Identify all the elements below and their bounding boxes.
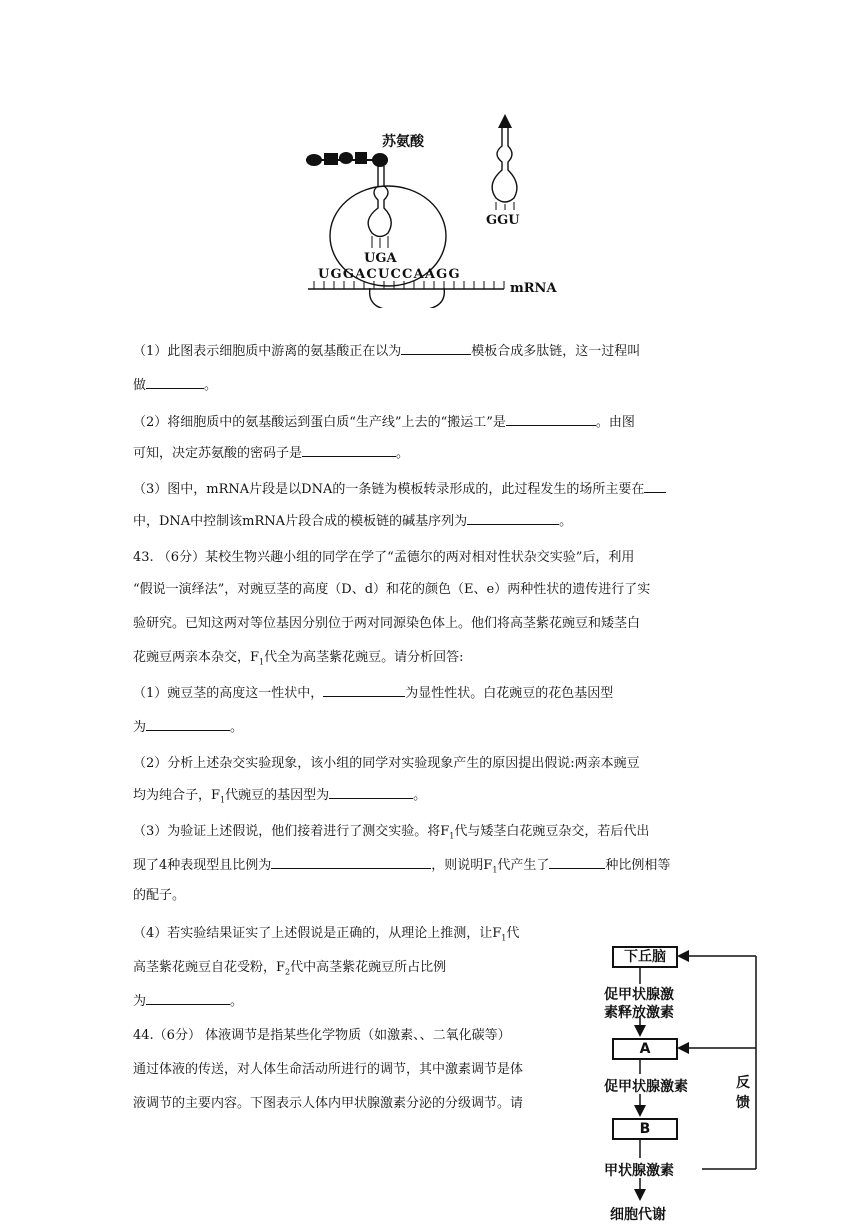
pituitary-box-a: A (612, 1038, 678, 1060)
q43-part1-line2: 为 。 (133, 716, 243, 735)
q43-part1-line1: （1）豌豆茎的高度这一性状中， 为显性性状。白花豌豆的花色基因型 (133, 682, 613, 701)
answer-blank[interactable] (271, 854, 431, 869)
trna-free (492, 128, 517, 202)
answer-blank[interactable] (549, 854, 605, 869)
trna-in-ribosome (368, 166, 391, 237)
amino-acid-label: 苏氨酸 (382, 134, 424, 150)
answer-blank[interactable] (146, 374, 204, 389)
trna-anticodon-1: UGA (364, 251, 397, 266)
q43-part2-line1: （2）分析上述杂交实验现象，该小组的同学对实验现象产生的原因提出假说:两亲本豌豆 (133, 756, 640, 771)
trna-anticodon-2: GGU (486, 213, 520, 228)
answer-blank[interactable] (644, 478, 666, 493)
q43-part4-line3: 为 。 (133, 990, 243, 1009)
cell-metabolism-label: 细胞代谢 (610, 1207, 666, 1223)
answer-blank[interactable] (146, 716, 230, 731)
mrna-label: mRNA (510, 281, 557, 296)
q42-part3-line2: 中，DNA中控制该mRNA片段合成的模板链的碱基序列为 。 (133, 510, 572, 529)
thyroid-box-b: B (612, 1118, 678, 1140)
trh-label-line2: 素释放激素 (604, 1005, 674, 1021)
q44-line3: 液调节的主要内容。下图表示人体内甲状腺激素分泌的分级调节。请 (133, 1096, 524, 1111)
q43-part2-line2: 均为纯合子，$F_1$代豌豆的基因型为 。 (133, 784, 426, 805)
hypothalamus-box: 下丘脑 (612, 946, 678, 968)
trh-label-line1: 促甲状腺激 (604, 987, 674, 1003)
feedback-label-1: 反 (736, 1075, 750, 1091)
q43-intro-line3: 验研究。已知这两对等位基因分别位于两对同源染色体上。他们将高茎紫花豌豆和矮茎白 (133, 616, 641, 631)
thyroid-regulation-diagram (598, 940, 768, 1224)
q43-part3-line2: 现了4种表现型且比例为 ，则说明$F_1$代产生了 种比例相等 (133, 854, 670, 875)
q42-part2-line2: 可知，决定苏氨酸的密码子是 。 (133, 442, 409, 461)
answer-blank[interactable] (302, 442, 396, 457)
q43-part4-line2: 高茎紫花豌豆自花受粉，$F_2$代中高茎紫花豌豆所占比例 (133, 960, 447, 977)
answer-blank[interactable] (323, 682, 405, 697)
translation-diagram (300, 108, 580, 308)
answer-blank[interactable] (146, 990, 230, 1005)
feedback-label-2: 馈 (736, 1095, 750, 1111)
answer-blank[interactable] (506, 411, 596, 426)
q43-part3-line3: 的配子。 (133, 888, 186, 903)
mrna-sequence: UGGACUCCAAGG (318, 267, 461, 282)
answer-blank[interactable] (329, 784, 413, 799)
answer-blank[interactable] (401, 340, 471, 355)
q43-part4-line1: （4）若实验结果证实了上述假说是正确的，从理论上推测，让$F_1$代 (133, 926, 520, 943)
thyroxine-label: 甲状腺激素 (604, 1163, 674, 1179)
q42-part2-line1: （2）将细胞质中的氨基酸运到蛋白质“生产线”上去的“搬运工”是 。由图 (133, 411, 635, 430)
amino-acid-bead (355, 152, 367, 164)
tsh-label: 促甲状腺激素 (604, 1079, 688, 1095)
amino-acid-bead (339, 152, 353, 164)
q42-part3-line1: （3）图中，mRNA片段是以DNA的一条链为模板转录形成的，此过程发生的场所主要在 (133, 478, 666, 497)
answer-blank[interactable] (467, 510, 559, 525)
q42-part1-line2: 做 。 (133, 374, 217, 393)
q43-intro-line1: 43. （6分）某校生物兴趣小组的同学在学了“孟德尔的两对相对性状杂交实验”后，利用 (133, 550, 635, 565)
q43-intro-line4: 花豌豆两亲本杂交，$F_1$代全为高茎紫花豌豆。请分析回答: (133, 650, 464, 667)
q43-intro-line2: “假说一演绎法”，对豌豆茎的高度（D、d）和花的颜色（E、e）两种性状的遗传进行了实 (133, 582, 651, 597)
q44-line1: 44.（6分） 体液调节是指某些化学物质（如激素、、二氧化碳等） (133, 1028, 511, 1043)
q42-part1-line1: （1）此图表示细胞质中游离的氨基酸正在以为 模板合成多肽链，这一过程叫 (133, 340, 640, 359)
ribosome-small-subunit (370, 288, 445, 308)
q43-part3-line1: （3）为验证上述假说，他们接着进行了测交实验。将$F_1$代与矮茎白花豌豆杂交，若后代出 (133, 824, 650, 841)
trna-arrowhead (498, 114, 512, 128)
q44-line2: 通过体液的传送，对人体生命活动所进行的调节，其中激素调节是体 (133, 1062, 524, 1077)
